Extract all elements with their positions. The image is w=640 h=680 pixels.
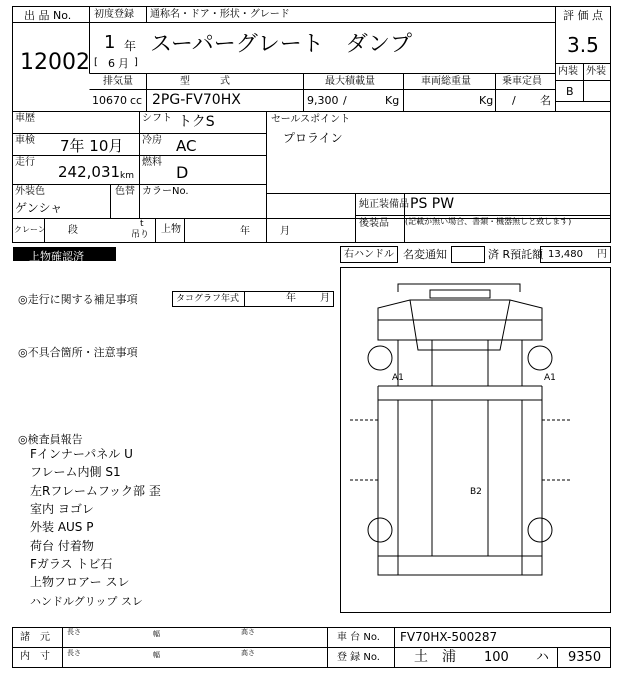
wheel-rear-left	[368, 518, 392, 542]
body-year-unit: 年	[240, 226, 250, 237]
factory-equip-label: 純正装備品	[359, 199, 409, 210]
reg-number: 9350	[568, 650, 602, 665]
length-label: 長さ	[67, 649, 81, 657]
name-change-label: 名変通知	[403, 248, 447, 261]
first-reg-month: 6	[108, 57, 115, 70]
wheel-front-left	[368, 346, 392, 370]
rating-label: 評 価 点	[563, 9, 603, 22]
inspector-line: 荷台 付着物	[30, 539, 94, 553]
exterior-color-label: 外装色	[15, 186, 45, 197]
exterior-color: ゲンシャ	[15, 201, 63, 215]
max-load: 9,300	[307, 94, 339, 107]
crane-label: クレーン	[14, 225, 46, 234]
truck-diagram	[350, 284, 572, 575]
rating: 3.5	[567, 33, 599, 57]
km-unit: km	[120, 171, 134, 181]
recycle-label: 済 R預託額	[488, 248, 544, 261]
height-label: 高さ	[241, 628, 255, 636]
recycle-amount: 13,480	[548, 249, 583, 260]
bed-outline	[378, 386, 542, 575]
inspector-line: Fガラス トビ石	[30, 557, 113, 571]
first-reg-year: 1	[104, 32, 116, 53]
height-label: 高さ	[241, 649, 255, 657]
name-label: 通称名・ドア・形状・グレード	[150, 9, 290, 20]
interior-label: 内装	[558, 66, 578, 77]
inspector-line: ハンドルグリップ スレ	[30, 595, 143, 608]
month-unit: 月	[118, 57, 129, 70]
displacement: 10670	[92, 94, 127, 107]
chassis-no: FV70HX-500287	[400, 630, 498, 644]
sales-point-label: セールスポイント	[271, 114, 351, 125]
inspector-line: 左Rフレームフック部 歪	[30, 484, 161, 498]
inspector-line: 外装 AUS P	[30, 520, 94, 534]
aftermarket-label: 後装品	[359, 218, 389, 229]
history-label: 車歴	[15, 113, 35, 124]
crane-hang-unit: 吊り	[131, 230, 150, 240]
defects-title: ◎不具合箇所・注意事項	[18, 346, 138, 359]
damage-label-a1-right: A1	[544, 373, 556, 383]
bed-floor	[398, 400, 522, 556]
year-unit: 年	[124, 39, 137, 53]
lot-no: 12002	[20, 50, 90, 75]
max-load-label: 最大積載量	[325, 76, 375, 87]
car-name: スーパーグレート ダンプ	[150, 32, 413, 57]
shift: トクS	[178, 114, 215, 130]
specs-label: 諸 元	[20, 632, 50, 643]
cab-roof	[398, 284, 520, 292]
interior-dim-label: 内 寸	[20, 651, 50, 662]
inspector-title: ◎検査員報告	[18, 433, 83, 446]
shift-label: シフト	[142, 113, 172, 124]
gross-weight-label: 車両総重量	[421, 76, 471, 87]
chassis-label: 車 台 No.	[337, 632, 380, 643]
displacement-label: 排気量	[103, 76, 133, 87]
model-label: 型 式	[180, 76, 230, 87]
inspection-label: 車検	[15, 135, 35, 146]
tachograph-year-unit: 年	[286, 293, 296, 304]
reg-kana: ハ	[536, 650, 550, 665]
exterior-label: 外装	[586, 66, 606, 77]
interior-grade: B	[566, 85, 574, 98]
damage-label-a1-left: A1	[392, 373, 404, 383]
wheel-rear-right	[528, 518, 552, 542]
body-label: 上物	[161, 224, 181, 235]
length-label: 長さ	[67, 628, 81, 636]
capacity-label: 乗車定員	[502, 76, 542, 87]
cc-unit: cc	[130, 94, 143, 107]
steering: 右ハンドル	[344, 249, 394, 260]
color-change-label: 色替	[115, 186, 135, 197]
gross-weight-unit: Kg	[479, 94, 494, 107]
tachograph-month-unit: 月	[320, 293, 330, 304]
ac-label: 冷房	[142, 135, 162, 146]
supplementary-title: ◎走行に関する補足事項	[18, 293, 138, 306]
fuel: D	[176, 163, 189, 182]
inspector-line: Fインナーパネル U	[30, 447, 133, 461]
door-right	[488, 340, 522, 386]
max-load-unit: Kg	[385, 94, 400, 107]
width-label: 幅	[153, 651, 160, 659]
width-label: 幅	[153, 630, 160, 638]
wheel-front-right	[528, 346, 552, 370]
confirm-bar-label: 上物確認済	[29, 250, 84, 263]
tachograph-label: タコグラフ年式	[176, 294, 240, 304]
factory-equip: PS PW	[410, 196, 455, 212]
inspector-line: フレーム内側 S1	[30, 465, 121, 479]
inspector-line: 室内 ヨゴレ	[30, 502, 94, 516]
lot-no-label: 出 品 No.	[24, 9, 72, 22]
diagram-frame	[341, 268, 611, 613]
damage-label-b2: B2	[470, 487, 482, 497]
body-month-unit: 月	[280, 226, 290, 237]
inspector-line: 上物フロアー スレ	[30, 575, 130, 589]
capacity-unit: 名	[540, 94, 551, 107]
crane-ton-unit: t	[140, 219, 144, 229]
aftermarket-note: (記載が無い場合、書類・機器無しと致します)	[405, 217, 572, 226]
yen-unit: 円	[597, 249, 607, 260]
reg-region: 土 浦	[414, 649, 456, 665]
confirm-bar	[13, 247, 116, 261]
inspection: 7年 10月	[60, 137, 124, 155]
model: 2PG-FV70HX	[152, 92, 241, 108]
max-load-slash: /	[343, 94, 347, 107]
capacity-slash: /	[512, 94, 516, 107]
reg-label: 登 録 No.	[337, 652, 380, 663]
color-no-label: カラーNo.	[142, 186, 189, 197]
crane-stage-unit: 段	[68, 225, 78, 236]
sales-point: プロライン	[283, 131, 343, 145]
cab-front	[378, 300, 542, 320]
fuel-label: 燃料	[142, 157, 162, 168]
ac: AC	[176, 137, 197, 155]
first-reg-label: 初度登録	[94, 9, 134, 20]
month-bracket-open: [	[94, 57, 98, 68]
mileage: 242,031	[58, 163, 121, 181]
month-bracket-close: ]	[134, 57, 138, 68]
mileage-label: 走行	[15, 157, 35, 168]
reg-class: 100	[484, 650, 509, 665]
